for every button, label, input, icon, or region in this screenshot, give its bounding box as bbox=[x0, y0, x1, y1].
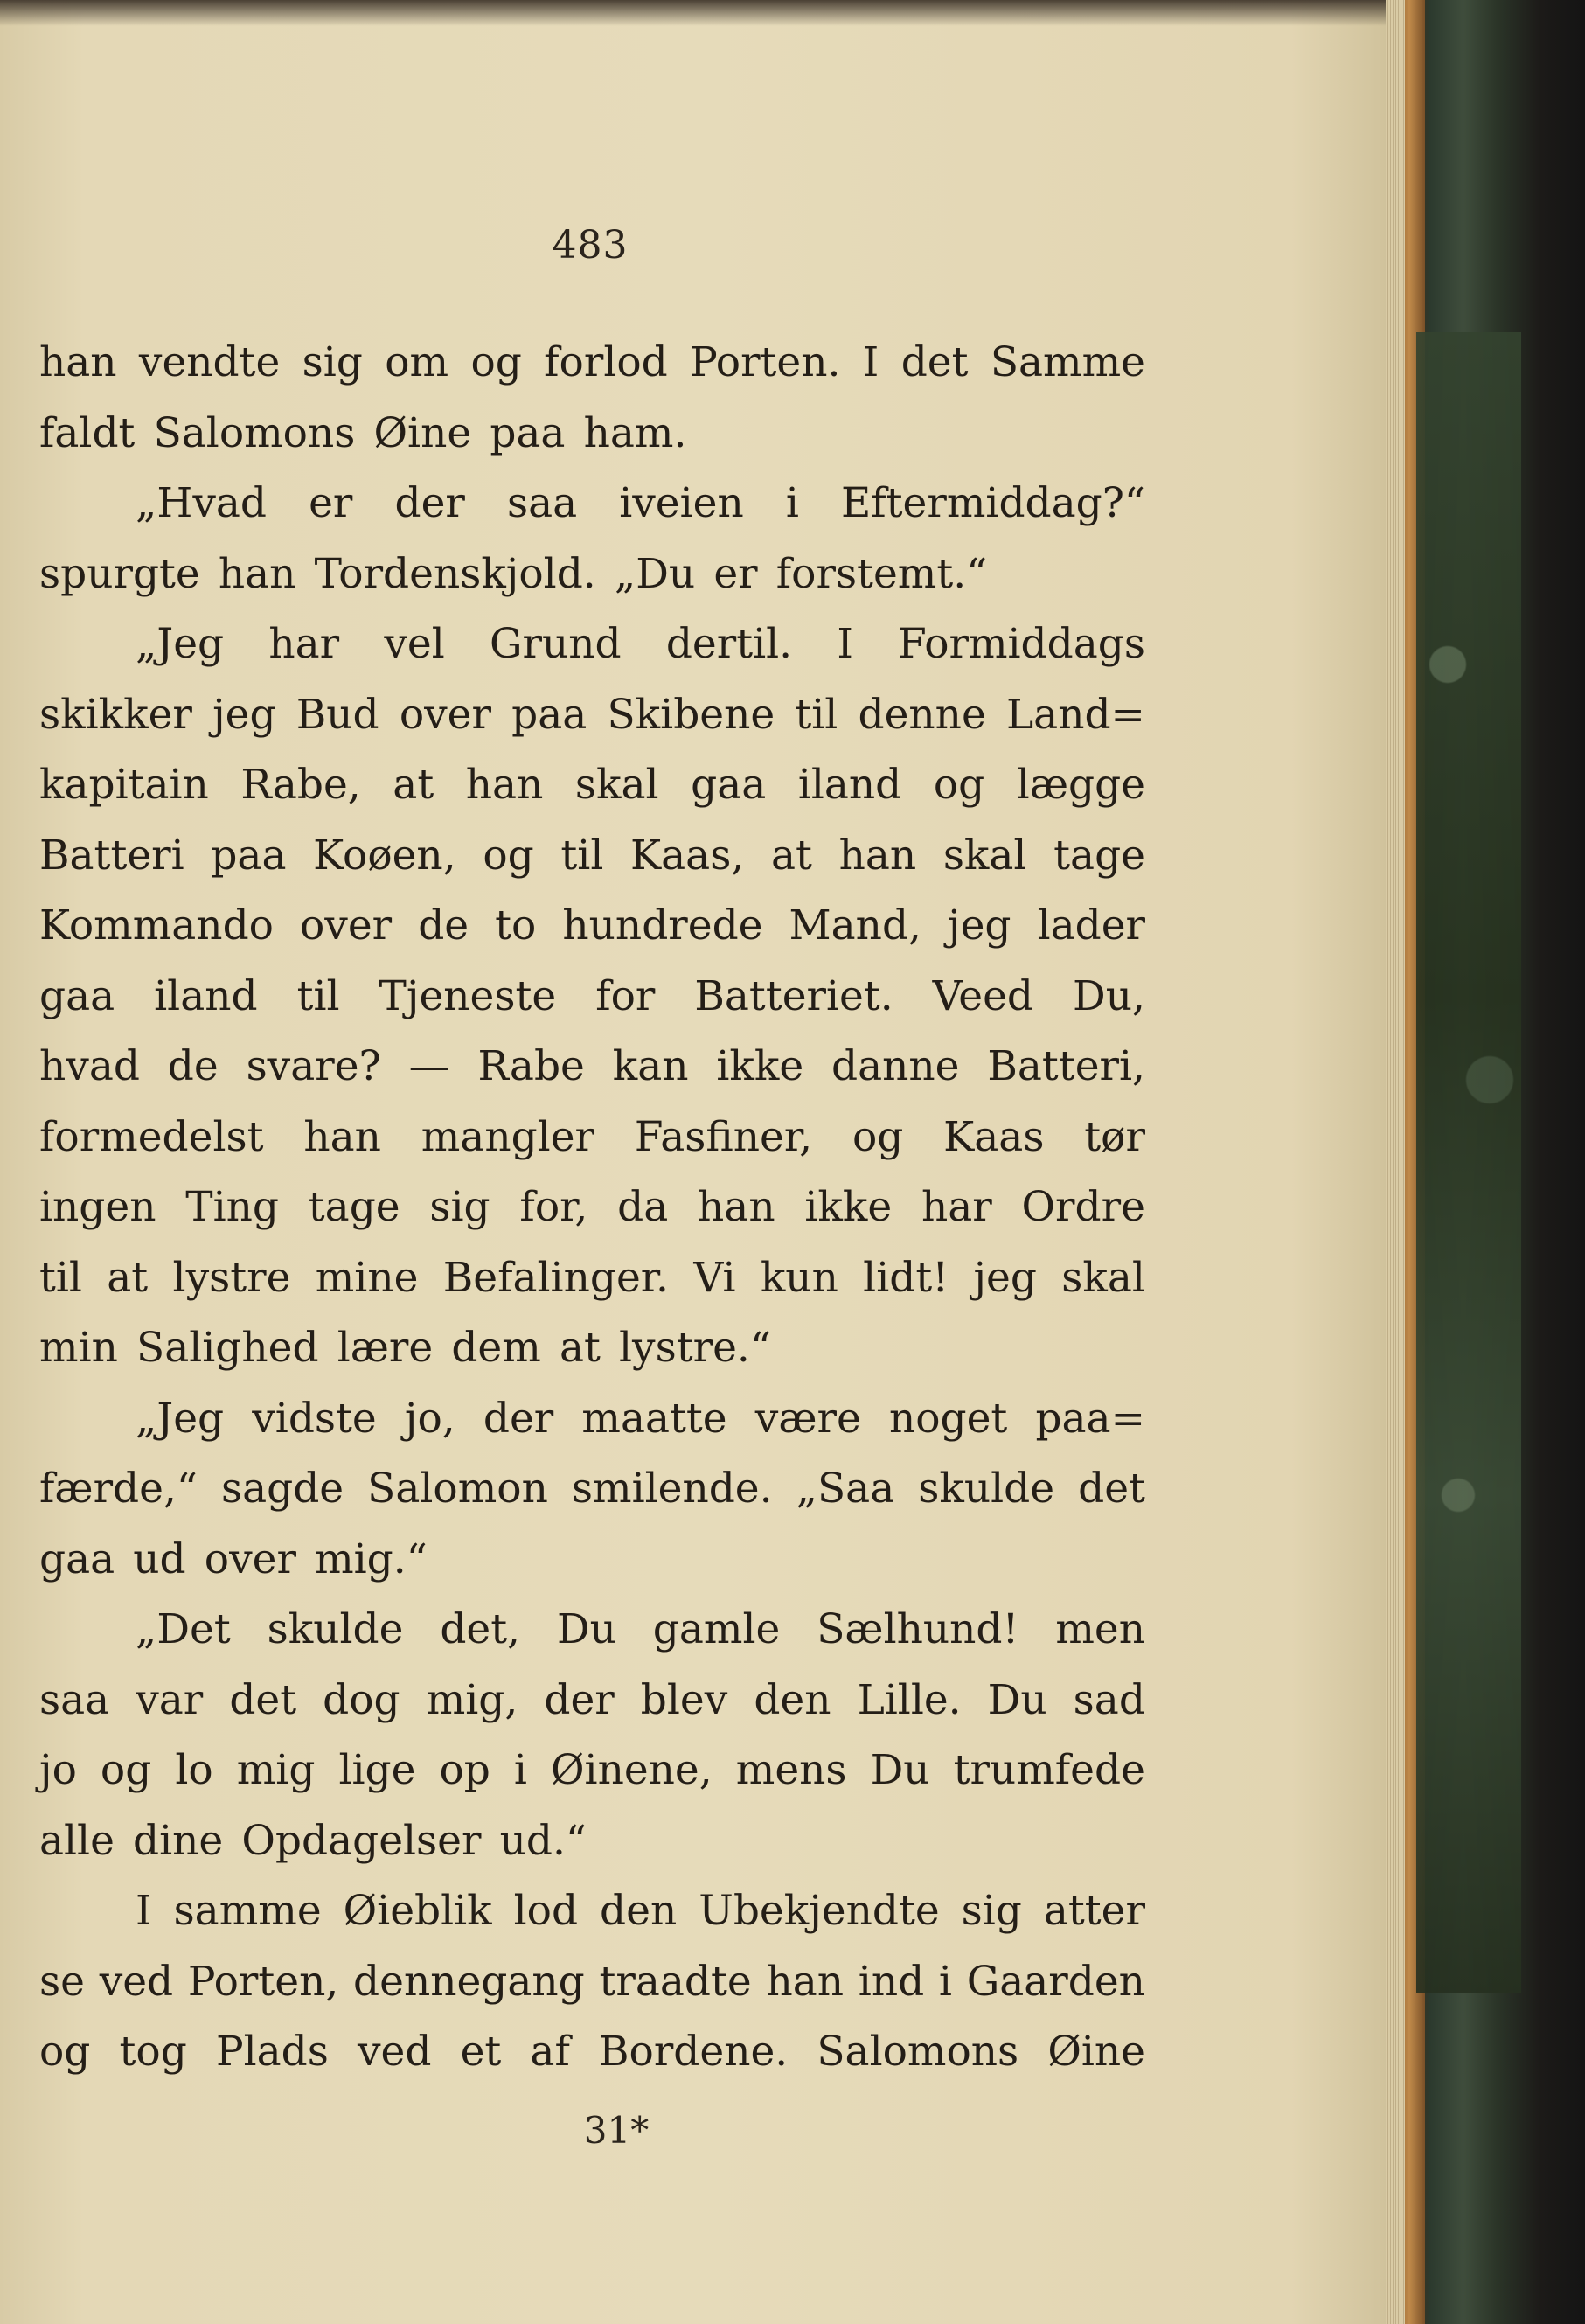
text-line: han vendte sig om og forlod Porten. I det Samme bbox=[39, 338, 1145, 386]
text-line: færde,“ sagde Salomon smilende. „Saa skulde det bbox=[39, 1465, 1145, 1513]
text-line: formedelst han mangler Fasfiner, og Kaas tør bbox=[39, 1112, 1145, 1161]
text-line: faldt Salomons Øine paa ham. bbox=[39, 408, 687, 457]
signature-mark: 31* bbox=[583, 2109, 650, 2152]
text-line: „Jeg har vel Grund dertil. I Formiddags bbox=[136, 620, 1145, 668]
text-line: hvad de svare? — Rabe kan ikke danne Batteri, bbox=[39, 1042, 1145, 1090]
text-line: spurgte han Tordenskjold. „Du er forstemt.“ bbox=[39, 549, 988, 598]
text-line: gaa iland til Tjeneste for Batteriet. Veed Du, bbox=[39, 971, 1145, 1020]
text-line: Batteri paa Koøen, og til Kaas, at han skal tage bbox=[39, 831, 1145, 880]
text-line: gaa ud over mig.“ bbox=[39, 1534, 428, 1583]
body-text bbox=[39, 328, 1145, 2088]
text-line: min Salighed lære dem at lystre.“ bbox=[39, 1324, 771, 1372]
page-number: 483 bbox=[552, 223, 629, 268]
text-line: til at lystre mine Befalinger. Vi kun lidt! jeg skal bbox=[39, 1253, 1145, 1302]
text-line: „Det skulde det, Du gamle Sælhund! men bbox=[136, 1605, 1145, 1653]
text-line: „Hvad er der saa iveien i Eftermiddag?“ bbox=[136, 479, 1145, 527]
text-line: ingen Ting tage sig for, da han ikke har Ordre bbox=[39, 1183, 1145, 1231]
text-line: saa var det dog mig, der blev den Lille. Du sad bbox=[39, 1675, 1145, 1724]
text-line: og tog Plads ved et af Bordene. Salomons Øine bbox=[39, 2028, 1145, 2076]
text-line: I samme Øieblik lod den Ubekjendte sig atter bbox=[136, 1887, 1145, 1935]
page-top-shadow bbox=[0, 0, 1403, 26]
marbled-cover-pattern bbox=[1416, 332, 1521, 1993]
page-stack-edge bbox=[1386, 0, 1405, 2324]
text-line: jo og lo mig lige op i Øinene, mens Du trumfede bbox=[39, 1746, 1145, 1794]
text-line: se ved Porten, dennegang traadte han ind i Gaarden bbox=[39, 1957, 1145, 2006]
text-line: „Jeg vidste jo, der maatte være noget paa= bbox=[136, 1394, 1145, 1443]
text-line: alle dine Opdagelser ud.“ bbox=[39, 1816, 587, 1865]
text-line: Kommando over de to hundrede Mand, jeg lader bbox=[39, 901, 1145, 950]
text-line: skikker jeg Bud over paa Skibene til denne Land= bbox=[39, 690, 1145, 739]
text-line: kapitain Rabe, at han skal gaa iland og lægge bbox=[39, 761, 1145, 809]
